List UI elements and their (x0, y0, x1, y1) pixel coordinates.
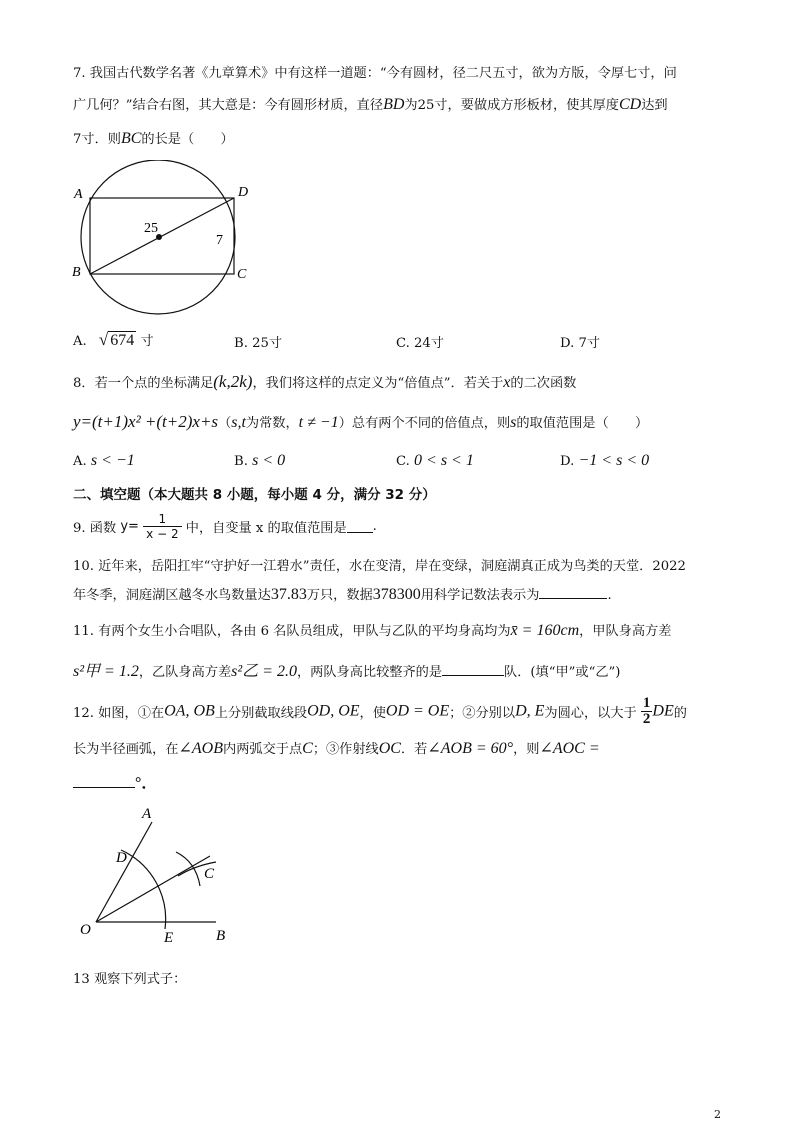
q12-text: ；②分别以 (449, 706, 516, 721)
variance-yi: s²乙 = 2.0 (231, 663, 297, 680)
q12-line3 (73, 770, 157, 793)
q7-option-c: C. 24寸 (396, 336, 444, 351)
q8-text: ）总有两个不同的倍值点，则 (338, 416, 511, 431)
degree-symbol: °． (135, 775, 158, 792)
q9 (73, 512, 377, 544)
q9-text: 9. 函数 (73, 521, 117, 536)
q8-option-d (560, 452, 649, 470)
section-title: 二、填空题（本大题共 8 小题，每小题 4 分，满分 32 分） (73, 487, 436, 503)
label-diagonal-length: 25 (144, 221, 158, 236)
q11-text: 11. 有两个女生小合唱队，各由 6 名队员组成，甲队与乙队的平均身高均为 (73, 624, 511, 639)
var-x: x (503, 374, 511, 391)
q8-text: 为常数， (245, 416, 299, 431)
label-a: A (142, 806, 152, 822)
q7-text: 7寸．则 (73, 132, 121, 147)
fraction (143, 512, 181, 541)
q8-text: 的取值范围是（ ） (516, 416, 649, 431)
q10-text: 年冬季，洞庭湖区越冬水鸟数量达 (73, 588, 271, 603)
constants-st: s,t (231, 414, 246, 431)
q8-line2 (73, 412, 648, 432)
label-b: B (216, 928, 226, 944)
var-s: s (510, 414, 517, 431)
q10-text: 用科学记数法表示为 (420, 588, 540, 603)
option-label: D. (560, 454, 575, 469)
average-height: x̄ = 160cm (510, 622, 580, 639)
page-number: 2 (714, 1108, 721, 1121)
option-value: −1 < s < 0 (578, 452, 650, 469)
q8-text: ，我们将这样的点定义为“倍值点”．若关于 (252, 376, 504, 391)
segment-bd: BD (383, 96, 405, 113)
q12-text: ，使 (359, 706, 386, 721)
q11-text: ，甲队身高方差 (579, 624, 672, 639)
q7-text: 达到 (641, 98, 668, 113)
q12-text: ；③作射线 (312, 742, 379, 757)
q8-line1 (73, 372, 576, 392)
q7-text: 的长是（ ） (141, 132, 234, 147)
q10-text: 万只，数据 (306, 588, 373, 603)
q9-text: 中，自变量 x 的取值范围是 (185, 521, 347, 536)
q8-option-b (234, 452, 285, 470)
angle-aob: ∠AOB (178, 740, 224, 757)
option-label: A. (73, 334, 87, 349)
q12-text: 上分别截取线段 (214, 706, 308, 721)
answer-blank[interactable] (73, 775, 135, 788)
q8-option-c (396, 452, 474, 470)
q13: 13 观察下列式子： (73, 972, 187, 987)
value-number: 378300 (372, 586, 421, 603)
q11-text: ，乙队身高方差 (138, 665, 232, 680)
q7-line3 (73, 128, 234, 148)
q11-line2 (73, 658, 620, 681)
diagonal-bd (90, 198, 234, 274)
unit: 寸 (140, 334, 154, 349)
label-b: B (72, 265, 81, 280)
q7-text: 为25寸，要做成方形板材，使其厚度 (404, 98, 619, 113)
q7-line2 (73, 94, 668, 114)
answer-blank[interactable] (539, 586, 607, 599)
value-birds: 37.83 (270, 586, 307, 603)
label-d: D (116, 850, 127, 866)
q7-text: 广几何？”结合右图，其大意是：今有圆形材质，直径 (73, 98, 384, 113)
q7-option-d: D. 7寸 (560, 336, 601, 351)
label-e: E (164, 930, 174, 946)
q7-option-b: B. 25寸 (234, 336, 283, 351)
q9-text: . (372, 519, 377, 534)
segments-od-oe: OD, OE (307, 702, 360, 720)
q12-line2 (73, 738, 600, 758)
q12-angle-figure (76, 800, 246, 950)
angle-aob-value: ∠AOB = 60° (427, 740, 514, 757)
variance-jia: s²甲 = 1.2 (73, 663, 139, 680)
fraction-half (641, 696, 653, 727)
q12-text: 12. 如图，①在 (73, 706, 165, 721)
point-k-2k: (k,2k) (213, 372, 253, 391)
q12-text: ，则 (513, 742, 540, 757)
point-c: C (302, 740, 313, 757)
option-value: s < 0 (252, 452, 286, 469)
segment-cd: CD (618, 96, 642, 113)
fraction-numerator: 1 (143, 512, 181, 527)
option-value: s < −1 (90, 452, 135, 469)
points-d-e: D, E (515, 702, 545, 720)
answer-blank[interactable] (442, 663, 504, 676)
q11-line1 (73, 620, 671, 640)
ray-oc: OC (378, 740, 401, 757)
q12-line1 (73, 696, 687, 730)
fraction-denominator: x − 2 (146, 527, 179, 541)
option-label: B. (234, 454, 248, 469)
option-label: C. (396, 454, 410, 469)
segment-de: DE (652, 702, 674, 720)
sqrt-symbol: √ (98, 330, 109, 349)
label-side-length: 7 (216, 233, 223, 248)
label-a: A (74, 187, 83, 202)
q7-circle-figure (64, 160, 264, 320)
ray-oa (96, 822, 152, 922)
quadratic-function: y=(t+1)x² +(t+2)x+s (73, 412, 219, 431)
fraction-denominator: 2 (642, 711, 651, 727)
q12-text: 的 (673, 706, 687, 721)
q12-text: 内两弧交于点 (223, 742, 303, 757)
func-y: y= (120, 519, 139, 534)
q12-text: 为圆心，以大于 (544, 706, 637, 721)
rays-oa-ob: OA, OB (164, 702, 215, 720)
label-c: C (237, 267, 247, 282)
label-d: D (238, 185, 249, 200)
radicand: 674 (110, 332, 135, 349)
angle-aoc: ∠AOC = (539, 740, 600, 757)
label-c: C (204, 866, 215, 882)
q8-option-a (73, 452, 135, 470)
q7-line1: 7. 我国古代数学名著《九章算术》中有这样一道题：“今有圆材，径二尺五寸，欲为方版，令厚七寸，问 (73, 66, 677, 81)
q11-text: 队．(填“甲”或“乙”) (504, 665, 621, 680)
q10-text: . (607, 588, 612, 603)
q12-text: ．若 (400, 742, 428, 757)
segment-bc: BC (120, 130, 142, 147)
q11-text: ，两队身高比较整齐的是 (296, 665, 443, 680)
q8-text: （ (218, 416, 232, 431)
answer-blank[interactable] (347, 520, 373, 533)
q7-option-a (73, 330, 154, 350)
q10-line2 (73, 584, 612, 604)
equation-od-oe: OD = OE (385, 702, 450, 720)
q8-text: 8．若一个点的坐标满足 (73, 376, 214, 391)
label-o: O (80, 922, 91, 938)
condition-t: t ≠ −1 (298, 414, 339, 431)
fraction-numerator: 1 (642, 695, 651, 711)
q10-line1: 10. 近年来，岳阳扛牢“守护好一江碧水”责任，水在变清，岸在变绿，洞庭湖真正成为鸟类的天堂．2022 (73, 559, 686, 574)
arc-de (121, 850, 166, 929)
q12-text: 长为半径画弧，在 (73, 742, 179, 757)
q8-text: 的二次函数 (510, 376, 577, 391)
option-value: 0 < s < 1 (414, 452, 474, 469)
option-label: A. (73, 454, 87, 469)
